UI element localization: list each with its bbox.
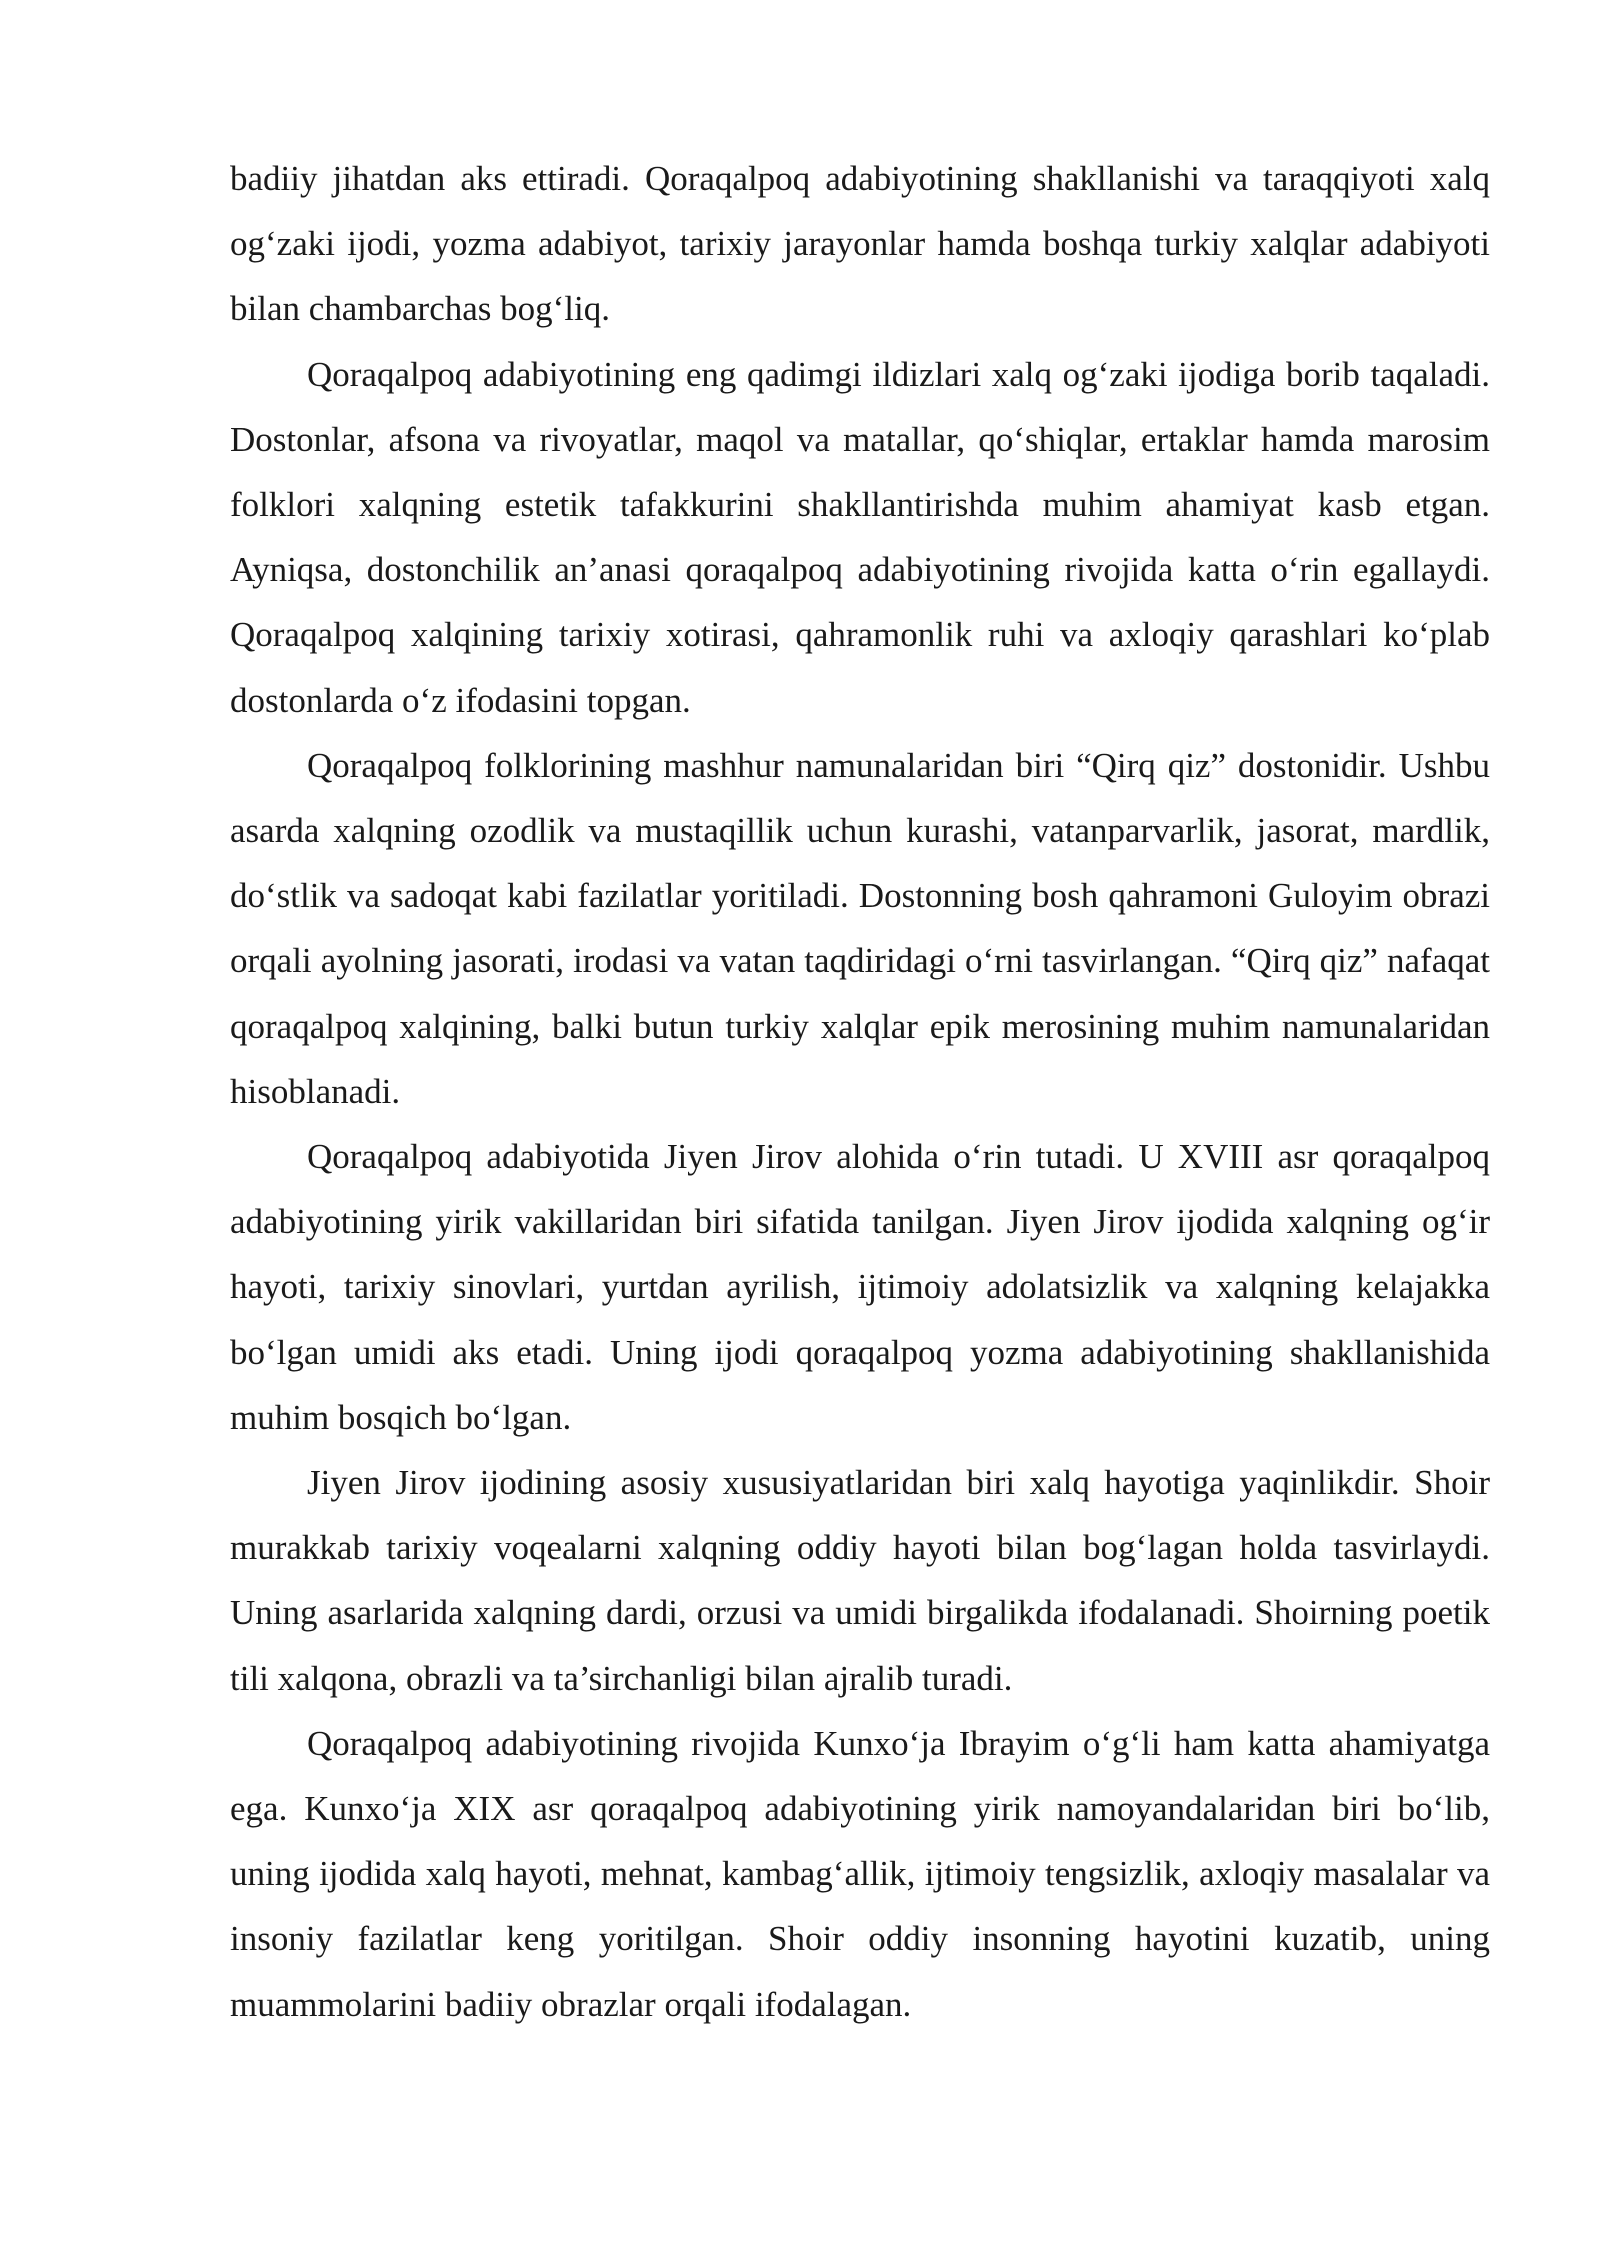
paragraph-6: Qoraqalpoq adabiyotining rivojida Kunxo‘ja Ibrayim o‘g‘li ham katta ahamiyatga ega. Kunxo‘ja XIX asr qoraqalpoq adabiyotining yirik namoyandalaridan biri bo‘lib, uning ijodida xalq hayoti, mehnat, kambag‘allik, ijtimoiy tengsizlik, axloqiy masalalar va insoniy fazilatlar keng yoritilgan. Shoir oddiy insonning hayotini kuzatib, uning muammolarini badiiy obrazlar orqali ifodalagan. — [230, 1723, 1490, 2024]
paragraph-2: Qoraqalpoq adabiyotining eng qadimgi ildizlari xalq og‘zaki ijodiga borib taqaladi. Dostonlar, afsona va rivoyatlar, maqol va matallar, qo‘shiqlar, ertaklar hamda marosim folklori xalqning estetik tafakkurini shakllantirishda muhim ahamiyat kasb etgan. Ayniqsa, dostonchilik an’anasi qoraqalpoq adabiyotining rivojida katta o‘rin egallaydi. Qoraqalpoq xalqining tarixiy xotirasi, qahramonlik ruhi va axloqiy qarashlari ko‘plab dostonlarda o‘z ifodasini topgan. — [230, 354, 1490, 720]
body-text — [230, 146, 1490, 2037]
paragraph-5: Jiyen Jirov ijodining asosiy xususiyatlaridan biri xalq hayotiga yaqinlikdir. Shoir murakkab tarixiy voqealarni xalqning oddiy hayoti bilan bog‘lagan holda tasvirlaydi. Uning asarlarida xalqning dardi, orzusi va umidi birgalikda ifodalanadi. Shoirning poetik tili xalqona, obrazli va ta’sirchanligi bilan ajralib turadi. — [230, 1463, 1490, 1698]
paragraph-3: Qoraqalpoq folklorining mashhur namunalaridan biri “Qirq qiz” dostonidir. Ushbu asarda xalqning ozodlik va mustaqillik uchun kurashi, vatanparvarlik, jasorat, mardlik, do‘stlik va sadoqat kabi fazilatlar yoritiladi. Dostonning bosh qahramoni Guloyim obrazi orqali ayolning jasorati, irodasi va vatan taqdiridagi o‘rni tasvirlangan. “Qirq qiz” nafaqat qoraqalpoq xalqining, balki butun turkiy xalqlar epik merosining muhim namunalaridan hisoblanadi. — [230, 745, 1490, 1111]
paragraph-1: badiiy jihatdan aks ettiradi. Qoraqalpoq adabiyotining shakllanishi va taraqqiyoti xalq og‘zaki ijodi, yozma adabiyot, tarixiy jarayonlar hamda boshqa turkiy xalqlar adabiyoti bilan chambarchas bog‘liq. — [230, 159, 1490, 329]
paragraph-4: Qoraqalpoq adabiyotida Jiyen Jirov alohida o‘rin tutadi. U XVIII asr qoraqalpoq adabiyotining yirik vakillaridan biri sifatida tanilgan. Jiyen Jirov ijodida xalqning og‘ir hayoti, tarixiy sinovlari, yurtdan ayrilish, ijtimoiy adolatsizlik va xalqning kelajakka bo‘lgan umidi aks etadi. Uning ijodi qoraqalpoq yozma adabiyotining shakllanishida muhim bosqich bo‘lgan. — [230, 1137, 1490, 1437]
